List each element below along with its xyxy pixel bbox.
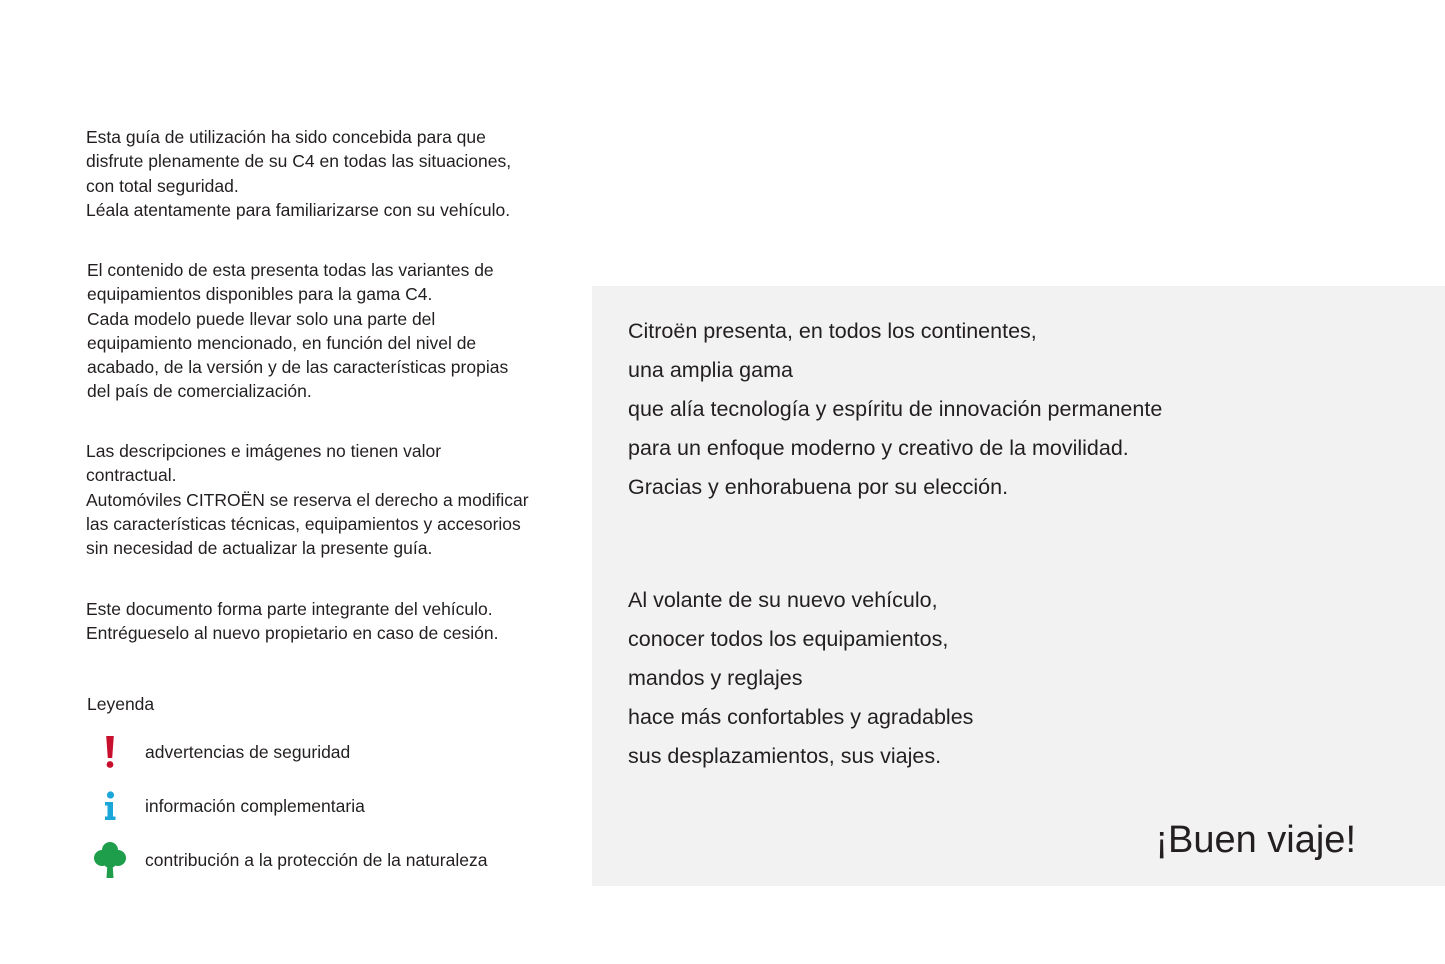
intro-paragraph [86,125,511,222]
disclaimer-paragraph [86,439,529,560]
text-line: contractual. [86,465,177,486]
text-line: Cada modelo puede llevar solo una parte del [87,308,436,329]
text-line: disfrute plenamente de su C4 en todas las situaciones, [86,151,512,172]
text-line: mandos y reglajes [628,666,803,690]
text-line: Entrégueselo al nuevo propietario en caso de cesión. [86,623,499,644]
text-line: hace más confortables y agradables [628,705,974,729]
text-line: Gracias y enhorabuena por su elección. [628,475,1009,499]
text-line: conocer todos los equipamientos, [628,627,949,651]
text-line: acabado, de la versión y de las características propias [87,357,509,378]
text-line: que alía tecnología y espíritu de innovación permanente [628,397,1163,421]
welcome-panel [592,286,1445,886]
farewell-heading: ¡Buen viaje! [1155,819,1356,861]
text-line: Esta guía de utilización ha sido concebida para que [86,127,486,147]
citroen-intro-text [628,312,1162,507]
legend-label: información complementaria [145,796,365,816]
text-line: para un enfoque moderno y creativo de la movilidad. [628,436,1129,460]
text-line: equipamiento mencionado, en función del nivel de [87,332,477,353]
legend-label: contribución a la protección de la naturaleza [145,850,488,870]
legend-item-nature [92,840,552,880]
text-line: Al volante de su nuevo vehículo, [628,588,938,612]
info-icon [92,786,128,826]
text-line: sus desplazamientos, sus viajes. [628,744,942,768]
text-line: El contenido de esta presenta todas las variantes de [87,260,494,280]
content-paragraph [87,258,508,404]
legend-item-info [92,786,552,826]
legend-label: advertencias de seguridad [145,742,351,762]
text-line: sin necesidad de actualizar la presente guía. [86,538,433,559]
text-line: las características técnicas, equipamientos y accesorios [86,513,521,534]
exclamation-icon [92,732,128,772]
legend-title: Leyenda [87,694,155,714]
driving-text [628,581,973,776]
ownership-paragraph [86,597,499,646]
text-line: Léala atentamente para familiarizarse con su vehículo. [86,199,511,220]
tree-icon [92,840,128,880]
text-line: del país de comercialización. [87,381,312,402]
text-line: Automóviles CITROËN se reserva el derecho a modificar [86,489,529,510]
text-line: una amplia gama [628,358,793,382]
text-line: equipamientos disponibles para la gama C4. [87,284,433,305]
text-line: Citroën presenta, en todos los continentes, [628,319,1037,343]
text-line: Este documento forma parte integrante del vehículo. [86,599,493,619]
text-line: Las descripciones e imágenes no tienen valor [86,441,442,461]
text-line: con total seguridad. [86,175,239,196]
legend-item-safety [92,732,552,772]
